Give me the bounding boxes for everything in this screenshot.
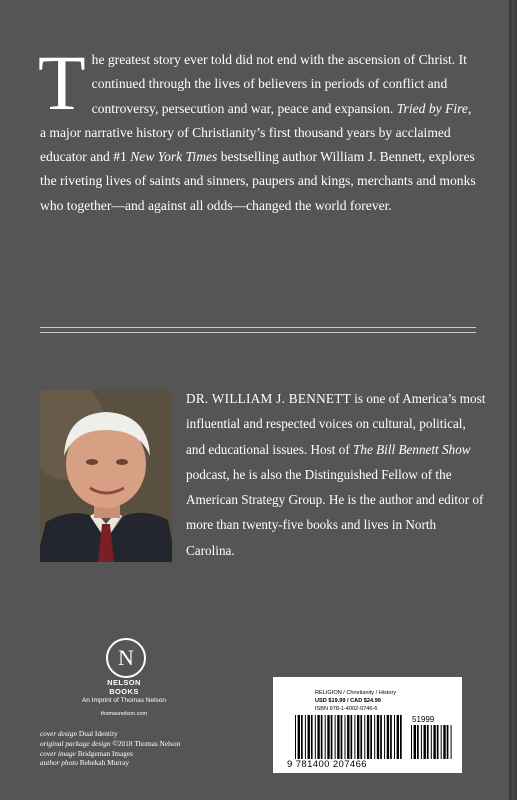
credit-name: Dual Identity — [78, 729, 118, 738]
blurb-paragraph — [38, 39, 476, 218]
barcode-bar — [431, 725, 432, 759]
publisher-logo-text — [94, 678, 154, 696]
barcode-bar — [315, 715, 316, 759]
barcode-bar — [298, 715, 300, 759]
publisher-website: thomasnelson.com — [100, 711, 148, 717]
barcode-bar — [317, 715, 319, 759]
barcode-bar — [400, 715, 402, 759]
credit-line — [40, 729, 260, 739]
barcode-bar — [331, 715, 333, 759]
podcast-name: The Bill Bennett Show — [353, 441, 471, 457]
barcode-bar — [433, 725, 435, 759]
blurb-text-3: bestselling author William J. Bennett, explores the riveting lives of saints and sinners, paupers and kings, merchants and monks who together—and against all odds—changed the world forever. — [40, 149, 476, 213]
credit-role: cover design — [40, 729, 78, 738]
barcode-bar — [427, 725, 429, 759]
barcode-bar — [325, 715, 326, 759]
barcode-label — [273, 677, 462, 773]
barcode-price: USD $19.99 / CAD $24.99 — [315, 698, 381, 704]
barcode-isbn: ISBN 978-1-4002-0746-6 — [315, 706, 378, 712]
barcode-supplement-number: 51999 — [412, 715, 435, 724]
credit-name: Rebekah Murray — [79, 758, 129, 768]
logo-letter: N — [118, 645, 134, 670]
barcode-bar — [311, 715, 313, 759]
barcode-bar — [301, 715, 303, 759]
nelson-logo-icon — [106, 638, 146, 678]
drop-cap: T — [38, 39, 86, 126]
barcode-bar — [380, 715, 382, 759]
barcode-bar — [411, 725, 412, 759]
barcode-bar — [447, 725, 449, 759]
credits-block — [40, 729, 260, 768]
barcode-bar — [351, 715, 353, 759]
barcode-bar — [327, 715, 329, 759]
barcode-bar — [441, 725, 442, 759]
barcode-bar — [345, 715, 346, 759]
barcode-bar — [417, 725, 419, 759]
barcode-digits: 9 781400 207466 — [287, 759, 367, 770]
bio-text-2: podcast, he is also the Distinguished Fellow of the American Strategy Group. He is the author and editor of more than twenty-five books and lives in North Carolina. — [186, 466, 484, 558]
book-title: Tried by Fire — [396, 100, 468, 116]
barcode-bar — [377, 715, 379, 759]
credit-role: author photo — [40, 758, 78, 768]
barcode-bar — [347, 715, 349, 759]
barcode-bar — [364, 715, 365, 759]
imprint-line: An Imprint of Thomas Nelson — [81, 697, 167, 704]
barcode-bar — [394, 715, 395, 759]
bio-text-1: is one of America’s most influential and respected voices on cultural, political, and educational issues. Host of — [186, 391, 486, 457]
author-name: DR. WILLIAM J. BENNETT — [186, 391, 351, 406]
barcode-bar — [370, 715, 372, 759]
credit-line — [40, 749, 260, 759]
credit-line — [40, 739, 260, 749]
barcode-bar — [354, 715, 355, 759]
logo-word-line2: BOOKS — [109, 687, 139, 696]
barcode-category: RELIGION / Christianity / History — [315, 690, 397, 696]
barcode-bar — [360, 715, 362, 759]
barcode-bar — [424, 725, 426, 759]
credit-role: cover image — [40, 748, 76, 758]
barcode-bar — [437, 725, 439, 759]
barcode-bar — [414, 725, 416, 759]
barcode-bar — [367, 715, 369, 759]
barcode-bar — [305, 715, 306, 759]
divider-rule-bottom — [40, 332, 476, 333]
author-bio — [186, 386, 486, 563]
nyt-name: New York Times — [130, 149, 218, 165]
credit-name: ©2018 Thomas Nelson — [112, 738, 181, 748]
barcode-bar — [421, 725, 422, 759]
credit-line — [40, 758, 260, 768]
barcode-bar — [451, 725, 452, 759]
blurb-text-1: he greatest story ever told did not end with the ascension of Christ. It continued through the lives of believers in periods of conflict and controversy, persecution and war, peace and expansion. — [91, 52, 467, 116]
spine-edge — [509, 0, 517, 800]
barcode-bar — [387, 715, 389, 759]
credit-name: Bridgeman Images — [77, 748, 134, 758]
divider-rule-top — [40, 327, 476, 328]
barcode-bar — [337, 715, 339, 759]
barcode-bar — [341, 715, 343, 759]
barcode-bar — [397, 715, 399, 759]
barcode-bar — [295, 715, 296, 759]
barcode-bar — [443, 725, 445, 759]
barcode-bar — [390, 715, 392, 759]
credit-role: original package design — [40, 738, 111, 748]
logo-word-line1: NELSON — [107, 678, 141, 687]
author-photo — [40, 390, 172, 562]
barcode-bar — [335, 715, 336, 759]
barcode-bar — [357, 715, 359, 759]
blurb-text-2: , a major narrative history of Christianity’s first thousand years by acclaimed educator and #1 — [40, 100, 472, 165]
barcode-bar — [374, 715, 375, 759]
barcode-bar — [308, 715, 310, 759]
barcode-bar — [321, 715, 323, 759]
barcode-bar — [384, 715, 385, 759]
